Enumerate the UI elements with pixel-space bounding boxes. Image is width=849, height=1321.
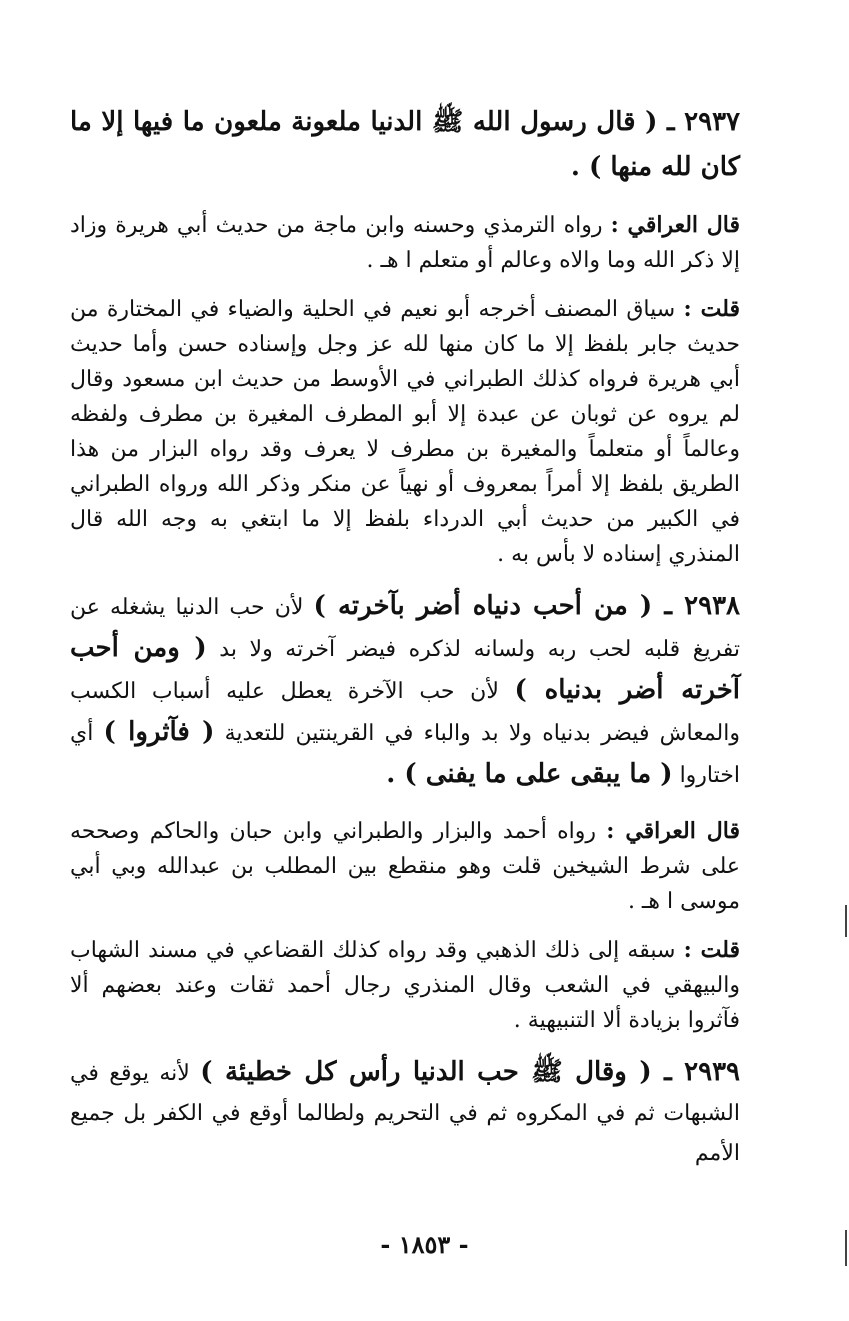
hadith-2938-p0: ٢٩٣٨ ـ ( من أحب دنياه أضر بآخرته ) [313,591,740,621]
hadith-2938 [70,586,740,796]
commentary-text: سياق المصنف أخرجه أبو نعيم في الحلية والضياء في المختارة من حديث جابر بلفظ إلا ما كان منها لله عز وجل وإسناده حسن وأما حديث أبي هريرة فرواه كذلك الطبراني في الأوسط من حديث ابن مسعود وقال لم يروه عن ثوبان عن عبدة إلا أبو المطرف المغيرة بن مطرف ولفظه وعالماً أو متعلماً والمغيرة بن مطرف لا يعرف وقد رواه البزار من هذا الطريق بلفظ إلا أمراً بمعروف أو نهياً عن منكر وذكر الله ورواه الطبراني في الكبير من حديث أبي الدرداء بلفظ إلا ما ابتغي به وجه الله قال المنذري إسناده لا بأس به . [70,297,740,567]
page-number: - ١٨٥٣ - [380,1230,469,1259]
hadith-2939 [70,1052,740,1174]
commentary-qultu-2937 [70,292,740,572]
commentary-iraqi-2937 [70,208,740,278]
commentary-lead: قلت : [683,937,740,963]
commentary-qultu-2938 [70,933,740,1038]
hadith-2938-p4: ( فآثروا ) [103,717,215,747]
commentary-text: رواه الترمذي وحسنه وابن ماجة من حديث أبي هريرة وزاد إلا ذكر الله وما والاه وعالم أو متعلم ا هـ . [70,213,740,273]
scan-edge-mark [845,1230,847,1266]
hadith-2939-p0: ٢٩٣٩ ـ ( وقال ﷺ حب الدنيا رأس كل خطيئة ) [200,1057,740,1087]
hadith-2939-p1: لأنه يوقع في الشبهات ثم في المكروه ثم في التحريم ولطالما أوقع في الكفر بل جميع الأمم [70,1061,740,1166]
commentary-lead: قال العراقي : [610,212,741,238]
hadith-2938-p6: ( ما يبقى على ما يفنى ) . [386,759,673,789]
hadith-2938-p5: أي اختاروا [70,721,740,788]
commentary-lead: قلت : [683,296,740,322]
commentary-iraqi-2938 [70,814,740,919]
scan-edge-mark [845,905,847,937]
hadith-2938-p3: لأن حب الآخرة يعطل عليه أسباب الكسب والمعاش فيضر بدنياه ولا بد والباء في القرينتين للتعدية [70,679,740,746]
hadith-2937: ٢٩٣٧ ـ ( قال رسول الله ﷺ الدنيا ملعونة ملعون ما فيها إلا ما كان لله منها ) . [70,107,740,182]
page-body [70,100,740,1174]
hadith-2938-p2: ( ومن أحب آخرته أضر بدنياه ) [70,633,740,705]
commentary-lead: قال العراقي : [606,818,740,844]
hadith-2938-p1: لأن حب الدنيا يشغله عن تفريغ قلبه لحب ربه ولسانه لذكره فيضر آخرته ولا بد [70,595,740,662]
commentary-text: سبقه إلى ذلك الذهبي وقد رواه كذلك القضاعي في مسند الشهاب والبيهقي في الشعب وقال المنذري رجال أحمد ثقات وعند بعضهم ألا فآثروا بزيادة ألا التنبيهية . [70,938,740,1033]
commentary-text: رواه أحمد والبزار والطبراني وابن حبان والحاكم وصححه على شرط الشيخين قلت وهو منقطع بين المطلب بن عبدالله وبي أبي موسى ا هـ . [70,819,740,914]
